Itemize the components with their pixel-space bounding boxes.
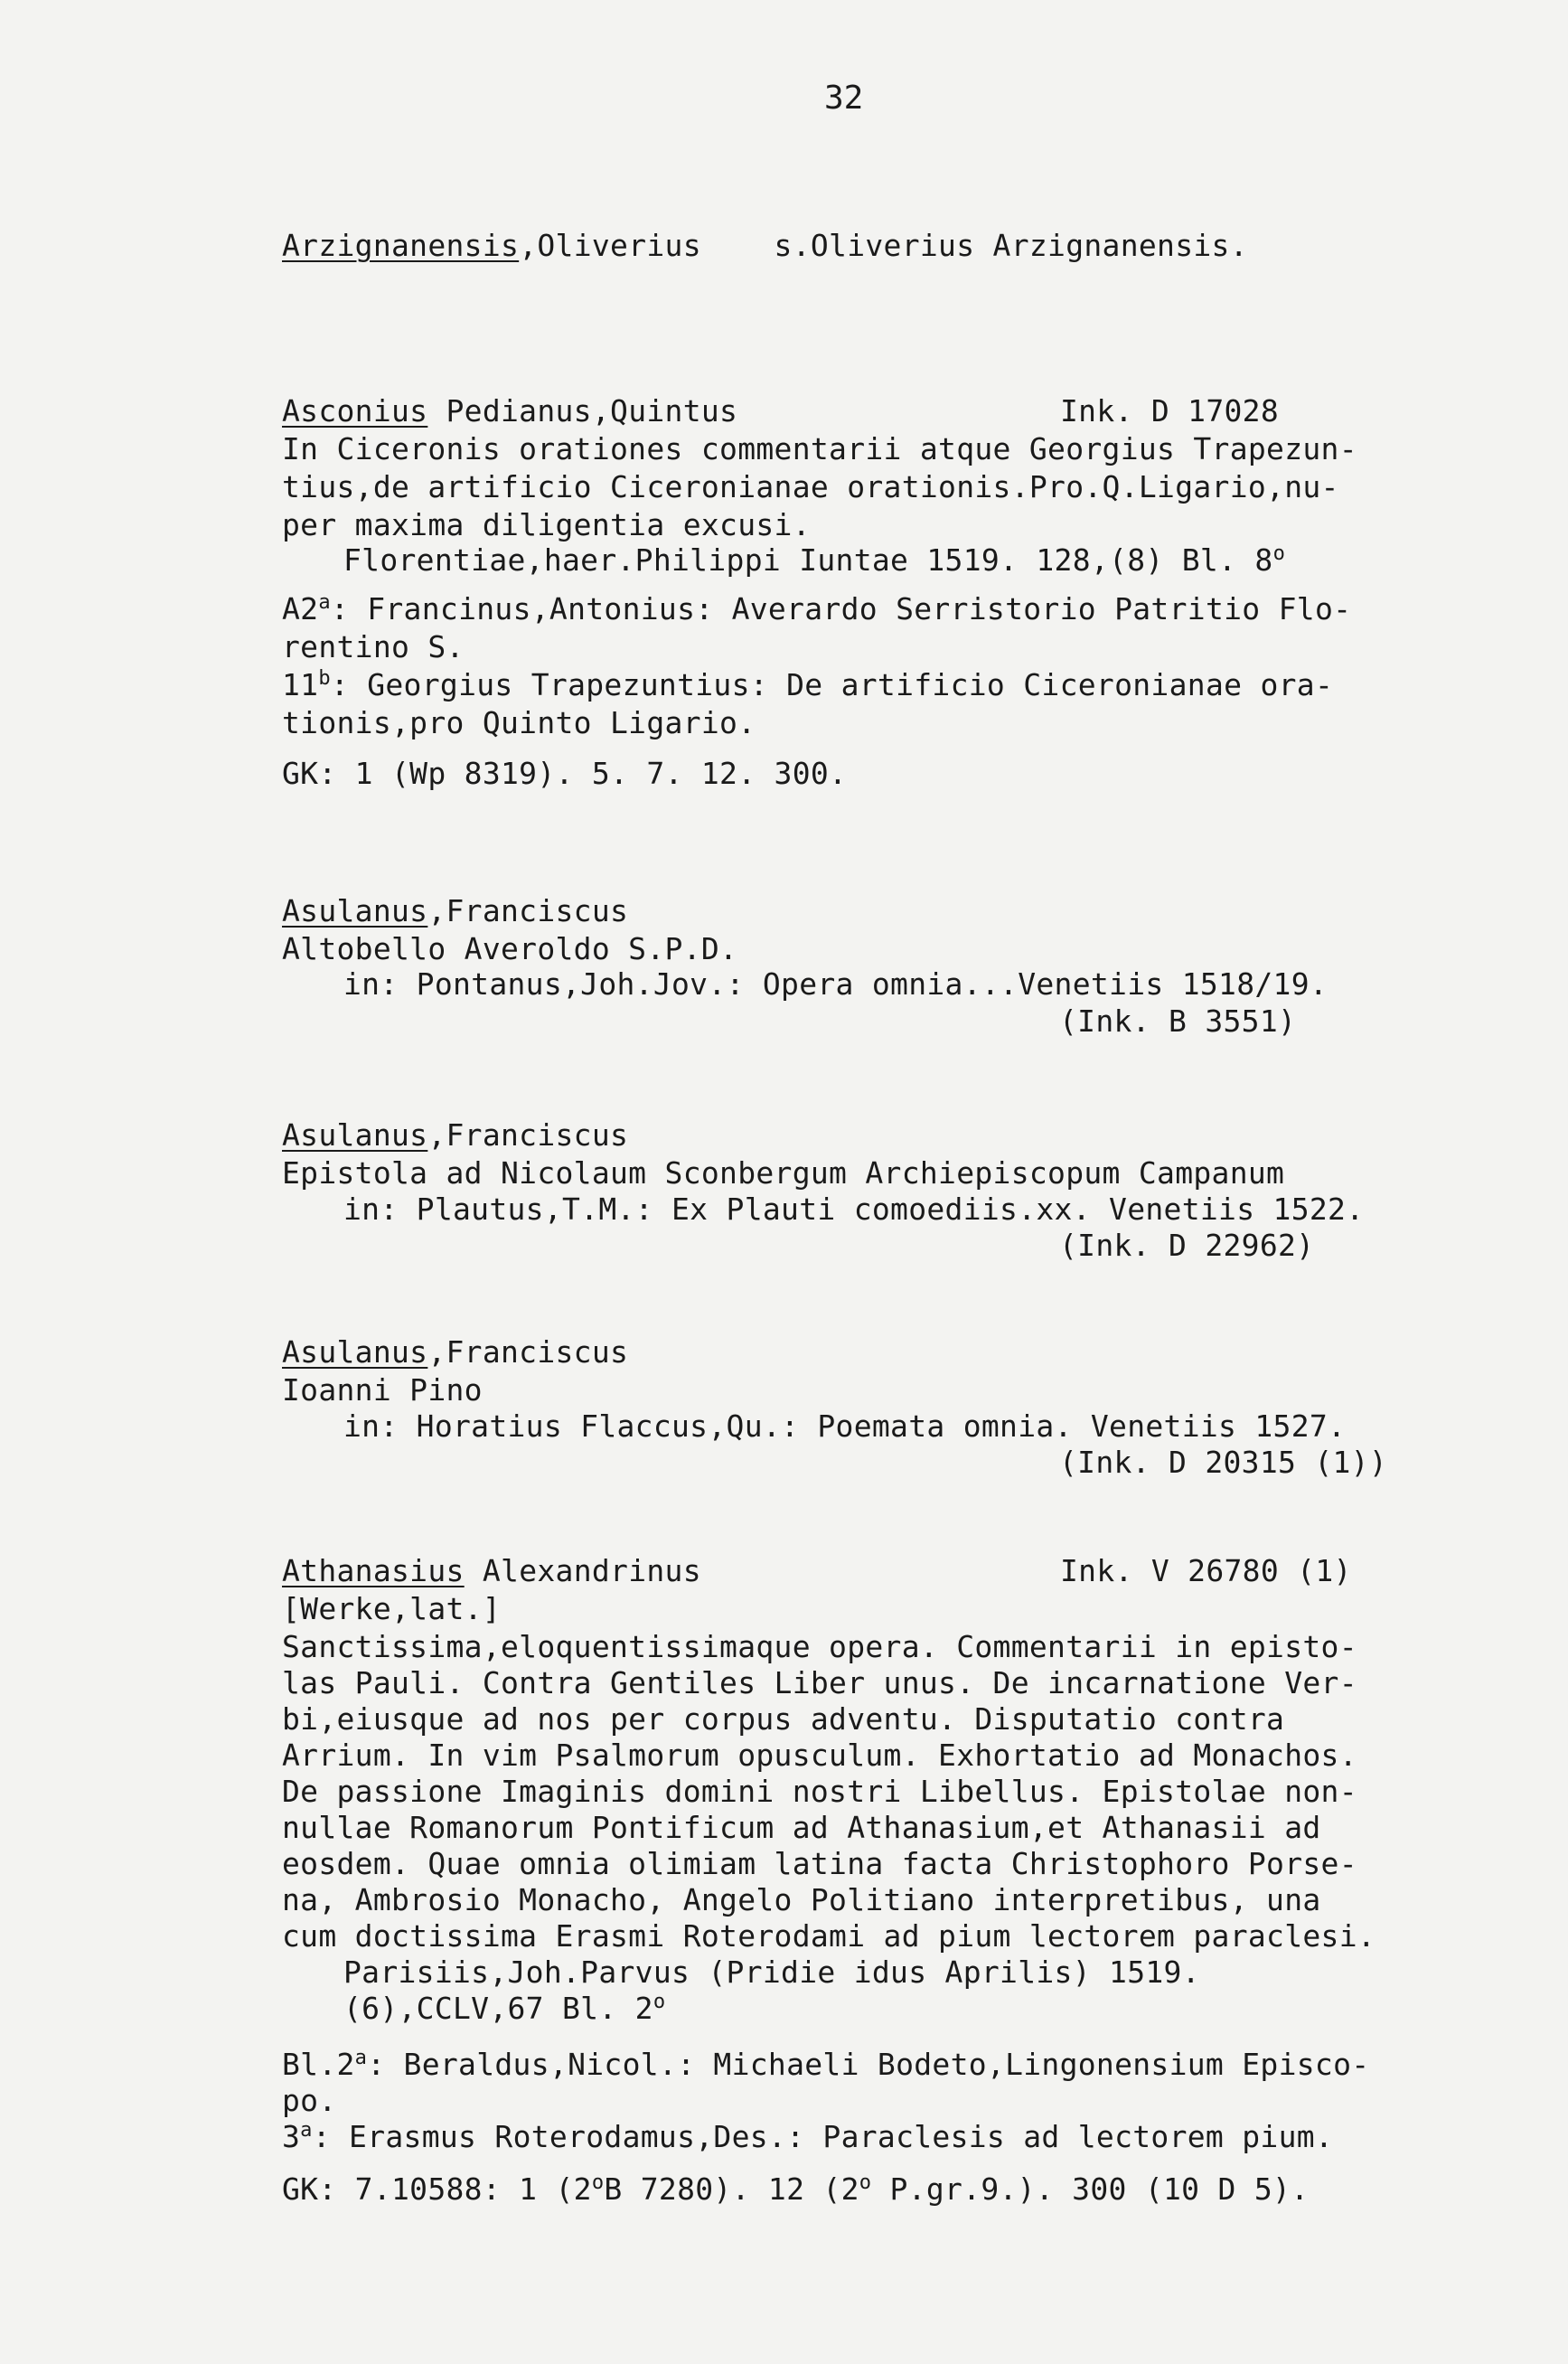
gk-text: GK: 7.10588: 1 (2 <box>282 2171 592 2207</box>
title-line: Arrium. In vim Psalmorum opusculum. Exhortatio ad Monachos. <box>282 1738 1357 1773</box>
heading-rest: ,Franciscus <box>427 1117 629 1153</box>
heading-name: Athanasius <box>282 1553 465 1588</box>
title-line: tius,de artificio Ciceronianae orationis.Pro.Q.Ligario,nu- <box>282 469 1339 504</box>
note-text: : Francinus,Antonius: Averardo Serristorio Patritio Flo- <box>330 591 1352 626</box>
note <box>282 591 1351 626</box>
shelfmark: (Ink. D 20315 (1)) <box>1059 1445 1388 1480</box>
title-line: na, Ambrosio Monacho, Angelo Politiano interpretibus, una <box>282 1882 1321 1917</box>
heading-name: Asulanus <box>282 893 428 928</box>
note-text: : Georgius Trapezuntius: De artificio Ciceronianae ora- <box>330 667 1334 702</box>
shelfmark: Ink. V 26780 (1) <box>1060 1553 1352 1588</box>
collation <box>343 1991 665 2026</box>
note-ref: A2 <box>282 591 319 626</box>
entry-asconius-heading <box>282 393 737 429</box>
heading-rest: ,Franciscus <box>427 1334 629 1370</box>
in-line: in: Horatius Flaccus,Qu.: Poemata omnia. Venetiis 1527. <box>343 1408 1347 1444</box>
title-line: Ioanni Pino <box>282 1372 483 1408</box>
title-line: per maxima diligentia excusi. <box>282 507 811 542</box>
heading-name: Arzignanensis <box>282 228 520 263</box>
note-text: : Erasmus Roterodamus,Des.: Paraclesis ad lectorem pium. <box>312 2119 1334 2154</box>
superscript: a <box>354 2047 368 2069</box>
note-ref: Bl.2 <box>282 2047 355 2082</box>
title-line: Sanctissima,eloquentissimaque opera. Commentarii in episto- <box>282 1629 1357 1664</box>
shelfmark: Ink. D 17028 <box>1060 393 1280 429</box>
note-continuation: po. <box>282 2083 337 2118</box>
gk-holdings <box>282 2171 1309 2207</box>
note-ref: 3 <box>282 2119 301 2154</box>
entry-asulanus-heading <box>282 893 628 928</box>
title-line: Altobello Averoldo S.P.D. <box>282 931 738 966</box>
collation-text: (6),CCLV,67 Bl. 2 <box>343 1991 653 2026</box>
superscript: o <box>591 2171 605 2194</box>
heading-name: Asulanus <box>282 1334 428 1370</box>
note <box>282 667 1333 702</box>
title-line: nullae Romanorum Pontificum ad Athanasium,et Athanasii ad <box>282 1810 1321 1845</box>
superscript: a <box>318 591 331 614</box>
title-line: De passione Imaginis domini nostri Libellus. Epistolae non- <box>282 1774 1357 1809</box>
note <box>282 2119 1333 2154</box>
superscript: b <box>318 667 331 690</box>
note-continuation: rentino S. <box>282 629 465 664</box>
imprint-text: Florentiae,haer.Philippi Iuntae 1519. 128,(8) Bl. 8 <box>343 542 1273 578</box>
page-number: 32 <box>824 80 864 117</box>
title-line: Epistola ad Nicolaum Sconbergum Archiepiscopum Campanum <box>282 1155 1285 1191</box>
entry-athanasius-heading <box>282 1553 701 1588</box>
title-line: bi,eiusque ad nos per corpus adventu. Disputatio contra <box>282 1701 1285 1737</box>
heading-rest: ,Oliverius s.Oliverius Arzignanensis. <box>519 228 1248 263</box>
imprint: Parisiis,Joh.Parvus (Pridie idus Aprilis) 1519. <box>343 1954 1200 1990</box>
title-line: eosdem. Quae omnia olimiam latina facta Christophoro Porse- <box>282 1846 1357 1881</box>
gk-text: B 7280). 12 (2 <box>604 2171 859 2207</box>
uniform-title: [Werke,lat.] <box>282 1591 502 1626</box>
title-line: In Ciceronis orationes commentarii atque Georgius Trapezun- <box>282 431 1357 466</box>
heading-rest: Alexandrinus <box>464 1553 701 1588</box>
heading-name: Asulanus <box>282 1117 428 1153</box>
superscript: o <box>653 1991 666 2013</box>
note <box>282 2047 1369 2082</box>
entry-asulanus-heading <box>282 1117 628 1153</box>
imprint <box>343 542 1285 578</box>
gk-holdings: GK: 1 (Wp 8319). 5. 7. 12. 300. <box>282 756 848 791</box>
heading-rest: ,Franciscus <box>427 893 629 928</box>
note-continuation: tionis,pro Quinto Ligario. <box>282 705 756 740</box>
gk-text: P.gr.9.). 300 (10 D 5). <box>871 2171 1310 2207</box>
note-ref: 11 <box>282 667 319 702</box>
in-line: in: Plautus,T.M.: Ex Plauti comoediis.xx. Venetiis 1522. <box>343 1191 1365 1227</box>
superscript: a <box>300 2119 313 2142</box>
heading-rest: Pedianus,Quintus <box>427 393 738 429</box>
entry-asulanus-heading <box>282 1334 628 1370</box>
heading-name: Asconius <box>282 393 428 429</box>
shelfmark: (Ink. D 22962) <box>1059 1228 1315 1263</box>
title-line: las Pauli. Contra Gentiles Liber unus. De incarnatione Ver- <box>282 1665 1357 1700</box>
superscript: o <box>859 2171 872 2194</box>
superscript: o <box>1272 542 1286 565</box>
in-line: in: Pontanus,Joh.Jov.: Opera omnia...Venetiis 1518/19. <box>343 966 1329 1002</box>
shelfmark: (Ink. B 3551) <box>1059 1003 1297 1039</box>
entry-arzignanensis-heading <box>282 228 1248 263</box>
note-text: : Beraldus,Nicol.: Michaeli Bodeto,Lingonensium Episco- <box>367 2047 1370 2082</box>
title-line: cum doctissima Erasmi Roterodami ad pium lectorem paraclesi. <box>282 1918 1376 1954</box>
